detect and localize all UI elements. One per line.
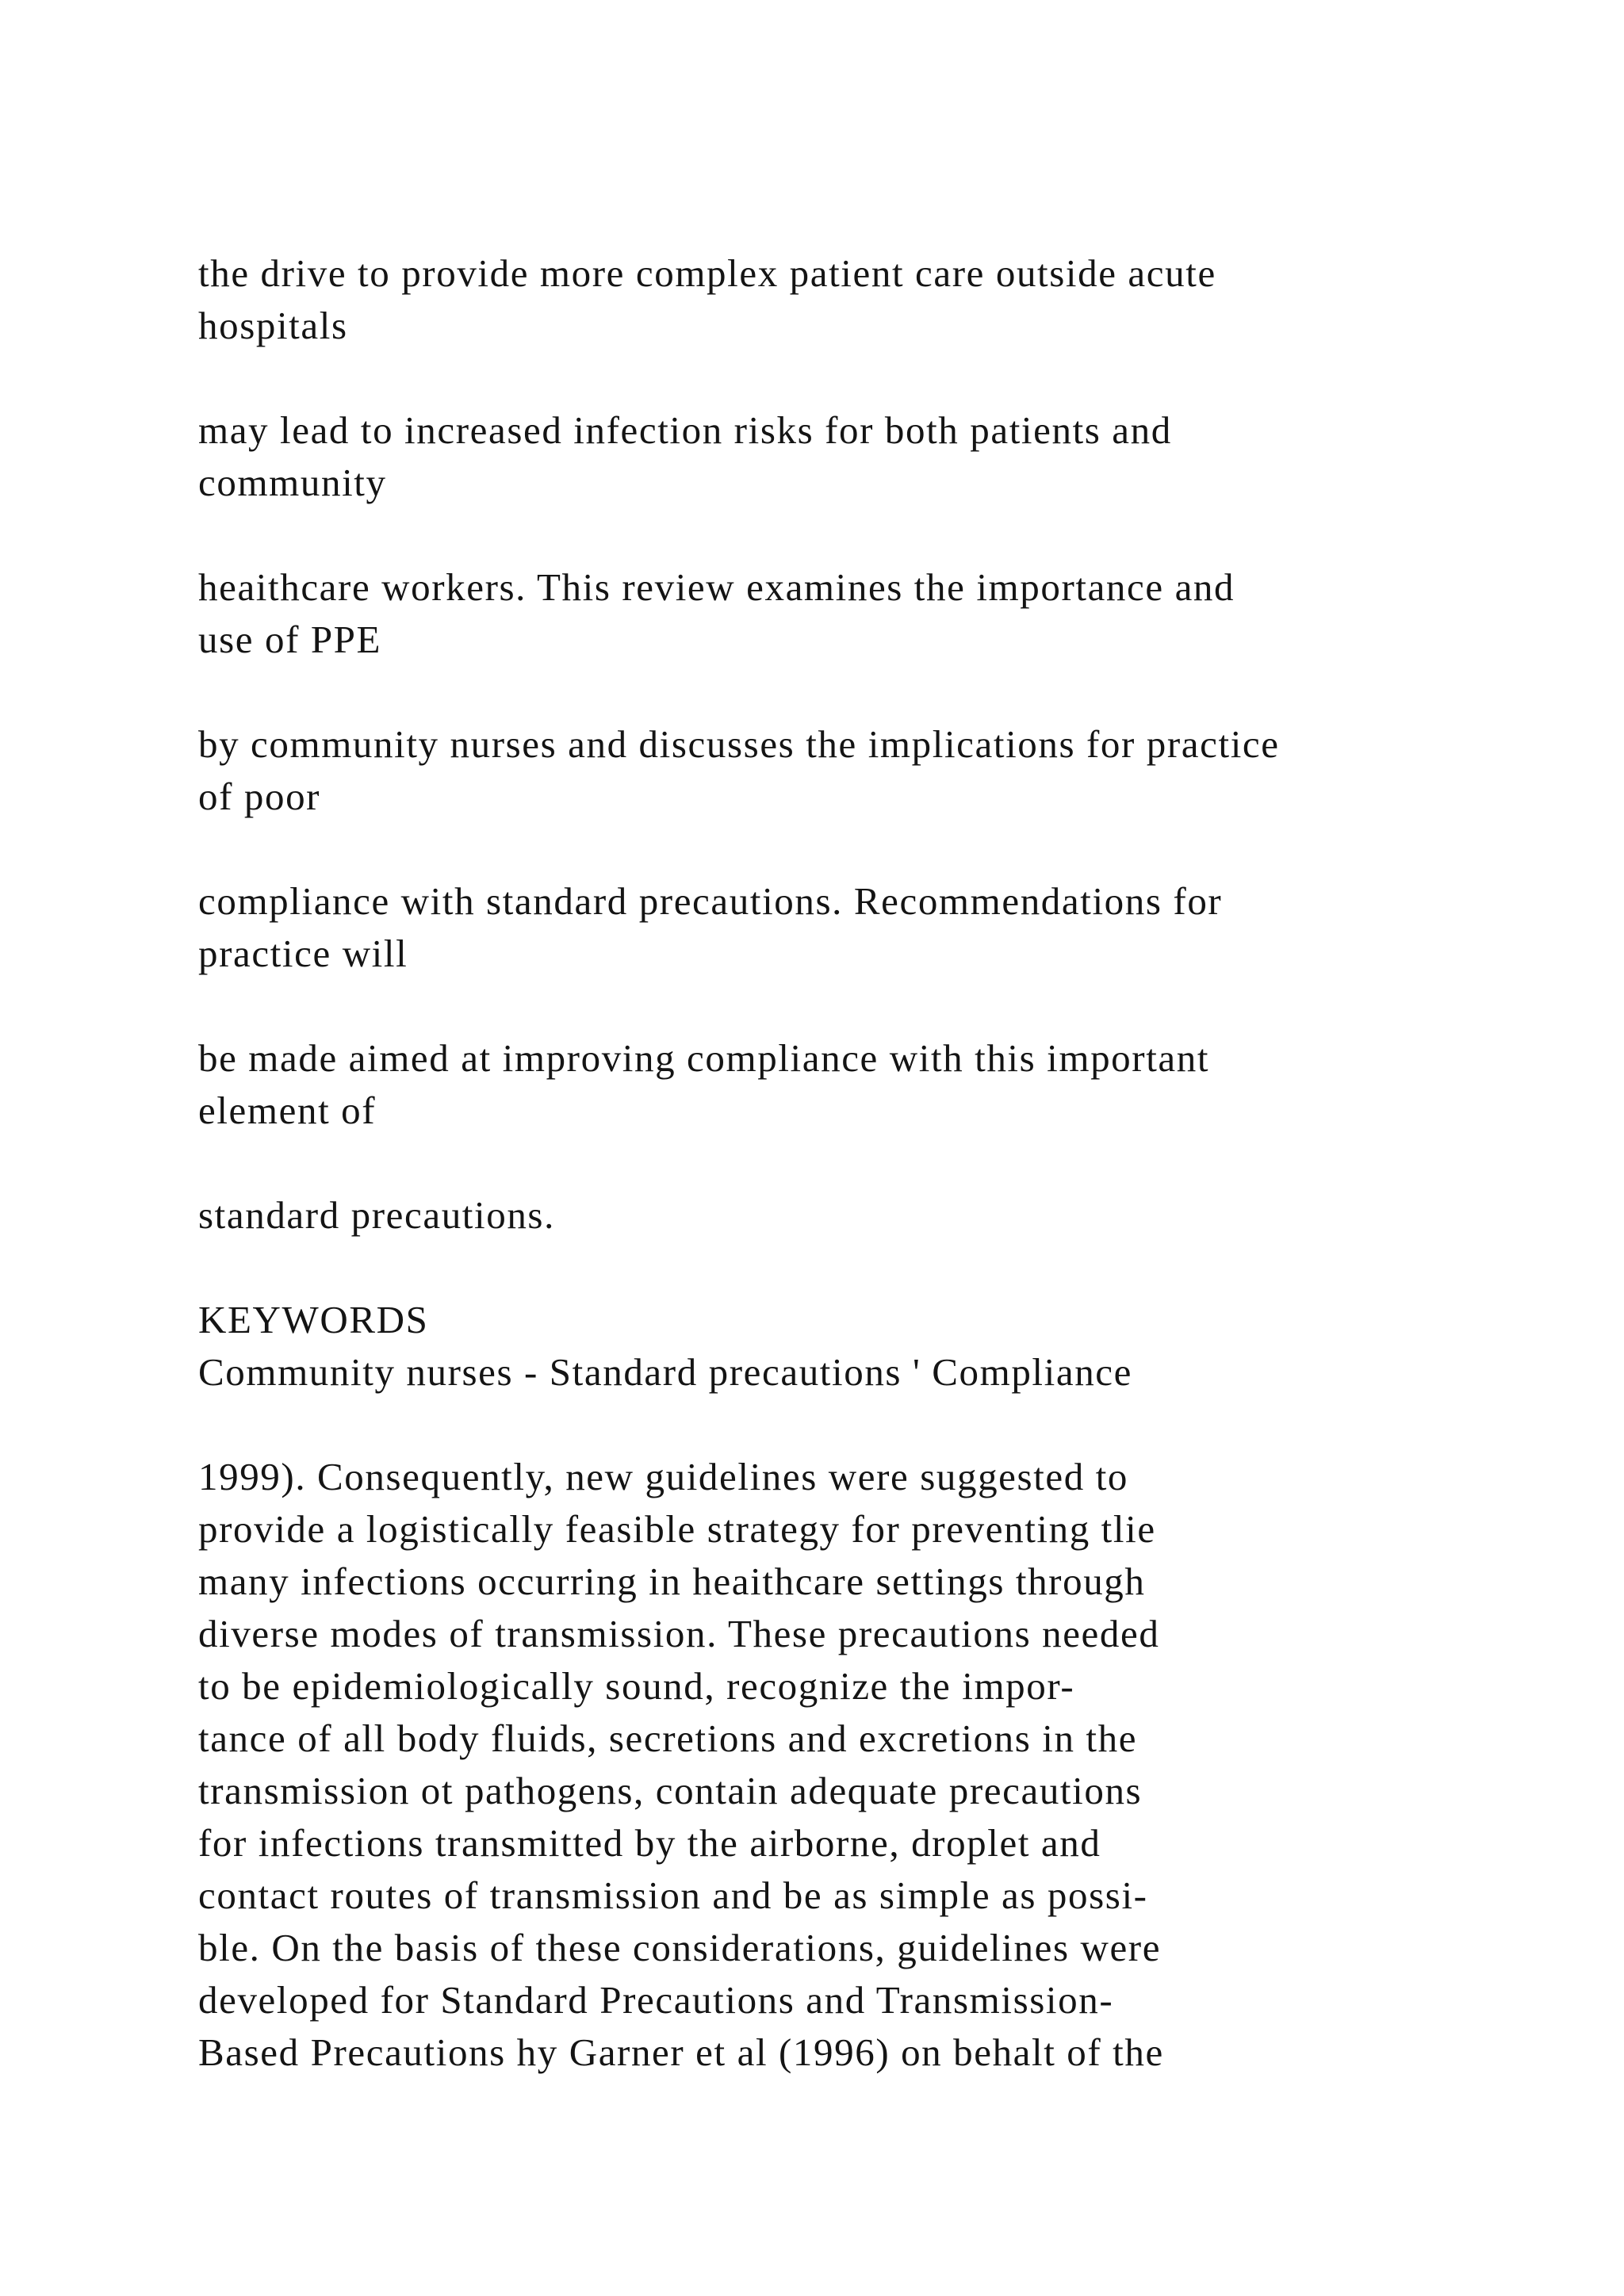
abstract-paragraph-4 <box>198 718 1546 823</box>
abstract-paragraph-6 <box>198 1032 1546 1137</box>
text-line: provide a logistically feasible strategy for preventing tlie <box>198 1507 1156 1551</box>
text-line: developed for Standard Precautions and Transmission- <box>198 1978 1114 2022</box>
keywords-heading: KEYWORDS <box>198 1298 429 1341</box>
document-text <box>198 247 1546 2079</box>
text-line: compliance with standard precautions. Recommendations for <box>198 879 1223 923</box>
keywords-section <box>198 1294 1546 1399</box>
text-line: standard precautions. <box>198 1193 555 1237</box>
text-line: for infections transmitted by the airborne, droplet and <box>198 1821 1101 1865</box>
text-line: the drive to provide more complex patient care outside acute <box>198 251 1216 295</box>
text-line: by community nurses and discusses the implications for practice <box>198 722 1280 766</box>
text-line: contact routes of transmission and be as simple as possi- <box>198 1873 1148 1917</box>
text-line: of poor <box>198 775 321 818</box>
text-line: diverse modes of transmission. These precautions needed <box>198 1612 1160 1655</box>
text-line: be made aimed at improving compliance with this important <box>198 1036 1210 1080</box>
body-paragraph <box>198 1451 1546 2079</box>
abstract-paragraph-1 <box>198 247 1546 352</box>
text-line: transmission ot pathogens, contain adequate precautions <box>198 1769 1143 1812</box>
text-line: many infections occurring in heaithcare settings through <box>198 1559 1146 1603</box>
text-line: 1999). Consequently, new guidelines were suggested to <box>198 1455 1129 1498</box>
text-line: ble. On the basis of these considerations, guidelines were <box>198 1926 1162 1969</box>
abstract-paragraph-5 <box>198 875 1546 980</box>
keywords-list: Community nurses - Standard precautions ' Compliance <box>198 1350 1132 1394</box>
abstract-paragraph-2 <box>198 404 1546 509</box>
text-line: hospitals <box>198 304 348 347</box>
text-line: community <box>198 461 387 504</box>
text-line: tance of all body fluids, secretions and excretions in the <box>198 1716 1138 1760</box>
abstract-paragraph-3 <box>198 561 1546 666</box>
abstract-paragraph-7 <box>198 1189 1546 1242</box>
text-line: may lead to increased infection risks for both patients and <box>198 408 1172 452</box>
text-line: to be epidemiologically sound, recognize the impor- <box>198 1664 1075 1708</box>
text-line: heaithcare workers. This review examines the importance and <box>198 565 1235 609</box>
text-line: use of PPE <box>198 618 382 661</box>
text-line: practice will <box>198 932 408 975</box>
text-line: element of <box>198 1089 377 1132</box>
text-line: Based Precautions hy Garner et al (1996) on behalt of the <box>198 2030 1164 2074</box>
